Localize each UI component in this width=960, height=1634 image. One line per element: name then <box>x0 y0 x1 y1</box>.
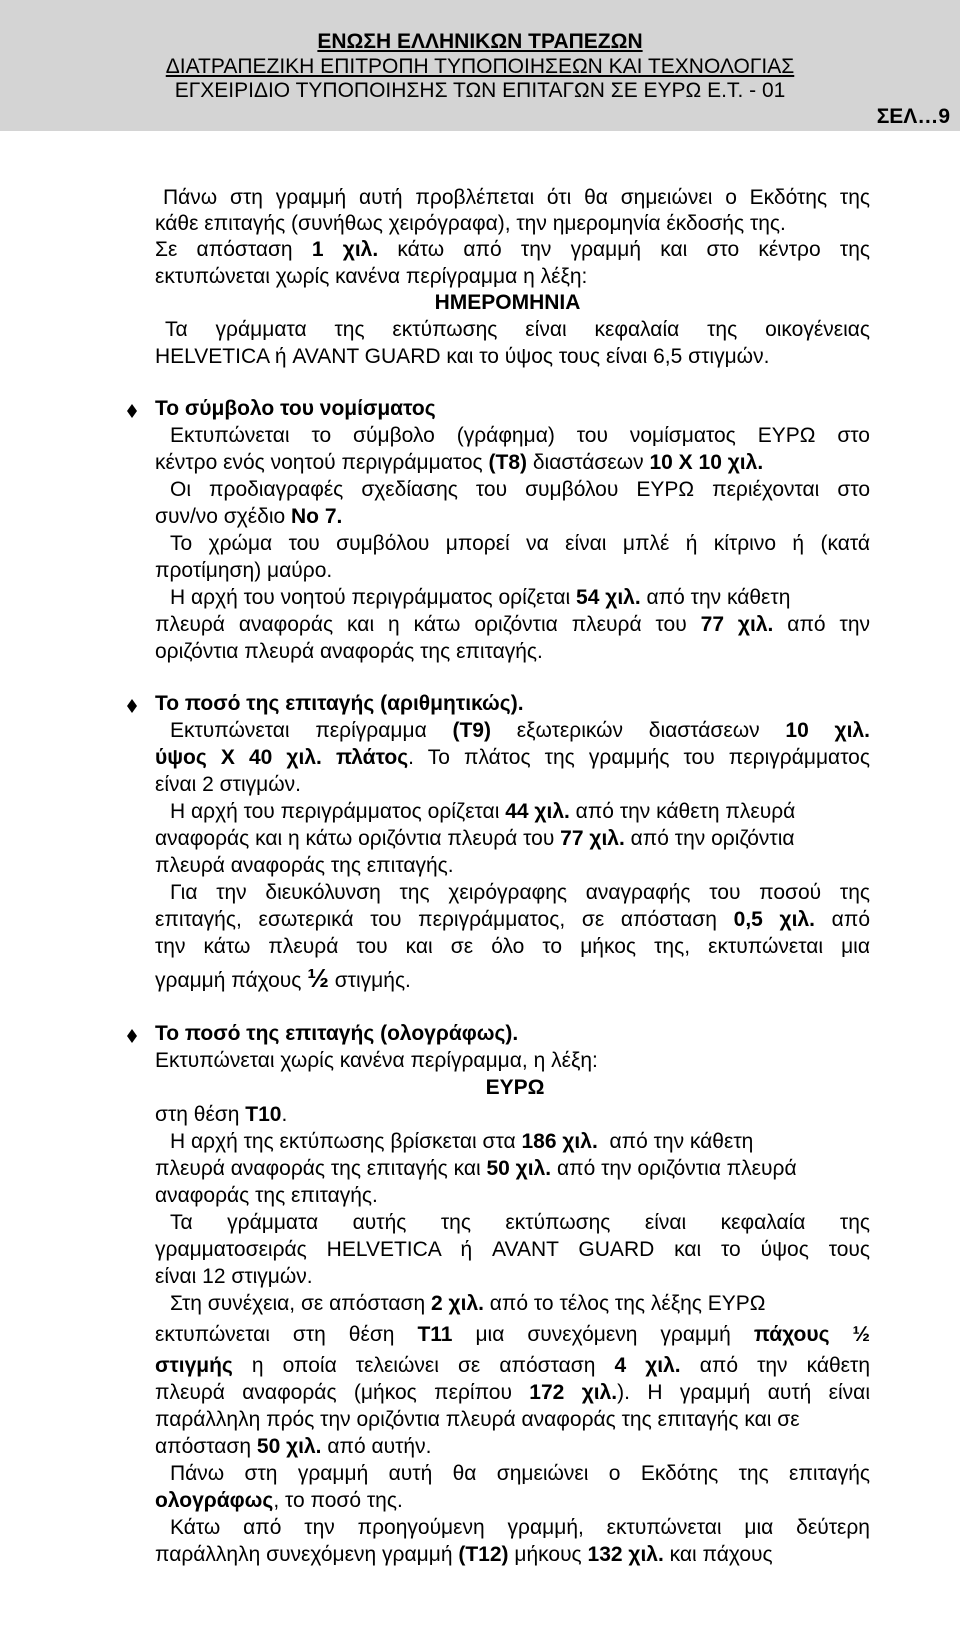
text-line: Εκτυπώνεται περίγραμμα (Τ9) εξωτερικών διαστάσεων 10 χιλ. <box>170 719 870 742</box>
text-line: Στη συνέχεια, σε απόσταση 2 χιλ. από το τέλος της λέξης ΕΥΡΩ <box>170 1292 766 1315</box>
page-header <box>0 0 960 131</box>
text-line: στιγμής η οποία τελειώνει σε απόσταση 4 χιλ. από την κάθετη <box>155 1354 871 1377</box>
text-line: πλευρά αναφοράς και η κάτω οριζόντια πλευρά του 77 χιλ. από την <box>155 613 871 636</box>
date-word: ΗΜΕΡΟΜΗΝΙΑ <box>434 291 581 314</box>
text-line: Η αρχή του νοητού περιγράμματος ορίζεται 54 χιλ. από την κάθετη <box>170 586 791 609</box>
text-line: παράλληλη συνεχόμενη γραμμή (Τ12) μήκους 132 χιλ. και πάχους <box>155 1543 773 1566</box>
text-line: HELVETICA ή AVANT GUARD και το ύψος τους είναι 6,5 στιγμών. <box>155 345 770 368</box>
text-line: Τα γράμματα της εκτύπωσης είναι κεφαλαία της οικογένειας <box>165 318 870 341</box>
page-number: ΣΕΛ…9 <box>876 105 950 128</box>
diamond-bullet-icon <box>126 1029 138 1043</box>
text-line: εκτυπώνεται χωρίς κανένα περίγραμμα η λέξη: <box>155 265 588 288</box>
text-line: Η αρχή του περιγράμματος ορίζεται 44 χιλ. από την κάθετη πλευρά <box>170 800 796 823</box>
text-line: γραμματοσειράς HELVETICA ή AVANT GUARD και το ύψος τους <box>155 1238 870 1261</box>
text-line: στη θέση Τ10. <box>155 1103 288 1126</box>
diamond-bullet-icon <box>126 699 138 713</box>
text-line: Κάτω από την προηγούμενη γραμμή, εκτυπώνεται μια δεύτερη <box>170 1516 870 1539</box>
text-line: Σε απόσταση 1 χιλ. κάτω από την γραμμή και στο κέντρο της <box>155 238 870 261</box>
section-title: Το σύμβολο του νομίσματος <box>155 397 436 420</box>
text-line: ολογράφως, το ποσό της. <box>155 1489 403 1512</box>
text-line: Το χρώμα του συμβόλου μπορεί να είναι μπλέ ή κίτρινο ή (κατά <box>170 532 870 555</box>
text-line: επιταγής, εσωτερικά του περιγράμματος, σε απόσταση 0,5 χιλ. από <box>155 908 870 931</box>
text-line: Οι προδιαγραφές σχεδίασης του συμβόλου ΕΥΡΩ περιέχονται στο <box>170 478 870 501</box>
text-line: κέντρο ενός νοητού περιγράμματος (Τ8) διαστάσεων 10 Χ 10 χιλ. <box>155 451 764 474</box>
text-line: ύψος Χ 40 χιλ. πλάτος. Το πλάτος της γραμμής του περιγράμματος <box>155 746 870 769</box>
header-manual-title: ΕΓΧΕΙΡΙΔΙΟ ΤΥΠΟΠΟΙΗΣΗΣ ΤΩΝ ΕΠΙΤΑΓΩΝ ΣΕ ΕΥΡΩ Ε.Τ. - 01 <box>174 79 786 102</box>
text-line: πλευρά αναφοράς της επιταγής. <box>155 854 454 877</box>
section-title: Το ποσό της επιταγής (ολογράφως). <box>155 1022 519 1045</box>
text-line: Για την διευκόλυνση της χειρόγραφης αναγραφής του ποσού της <box>170 881 870 904</box>
text-line: συν/νο σχέδιο Νο 7. <box>155 505 343 528</box>
text-line: γραμμή πάχους ½ στιγμής. <box>155 963 411 993</box>
text-line: Πάνω στη γραμμή αυτή προβλέπεται ότι θα σημειώνει ο Εκδότης της <box>163 186 870 209</box>
text-line: Τα γράμματα αυτής της εκτύπωσης είναι κεφαλαία της <box>170 1211 870 1234</box>
text-line: παράλληλη πρός την οριζόντια πλευρά αναφοράς της επιταγής και σε <box>155 1408 800 1431</box>
text-line: οριζόντια πλευρά αναφοράς της επιταγής. <box>155 640 543 663</box>
text-line: προτίμηση) μαύρο. <box>155 559 333 582</box>
text-line: εκτυπώνεται στη θέση Τ11 μια συνεχόμενη γραμμή πάχους ½ <box>155 1323 871 1346</box>
euro-word: ΕΥΡΩ <box>485 1076 545 1099</box>
header-committee: ΔΙΑΤΡΑΠΕΖΙΚΗ ΕΠΙΤΡΟΠΗ ΤΥΠΟΠΟΙΗΣΕΩΝ ΚΑΙ ΤΕΧΝΟΛΟΓΙΑΣ <box>165 55 795 78</box>
header-organization: ΕΝΩΣΗ ΕΛΛΗΝΙΚΩΝ ΤΡΑΠΕΖΩΝ <box>317 30 643 53</box>
text-line: Εκτυπώνεται το σύμβολο (γράφημα) του νομίσματος ΕΥΡΩ στο <box>170 424 870 447</box>
text-line: πλευρά αναφοράς της επιταγής και 50 χιλ. από την οριζόντια πλευρά <box>155 1157 797 1180</box>
text-line: είναι 12 στιγμών. <box>155 1265 313 1288</box>
text-line: αναφοράς και η κάτω οριζόντια πλευρά του 77 χιλ. από την οριζόντια <box>155 827 795 850</box>
diamond-bullet-icon <box>126 404 138 418</box>
text-line: Η αρχή της εκτύπωσης βρίσκεται στα 186 χιλ. από την κάθετη <box>170 1130 754 1153</box>
text-line: αναφοράς της επιταγής. <box>155 1184 378 1207</box>
text-line: είναι 2 στιγμών. <box>155 773 301 796</box>
text-line: Πάνω στη γραμμή αυτή θα σημειώνει ο Εκδότης της επιταγής <box>170 1462 870 1485</box>
text-line: κάθε επιταγής (συνήθως χειρόγραφα), την ημερομηνία έκδοσής της. <box>155 212 786 235</box>
text-line: πλευρά αναφοράς (μήκος περίπου 172 χιλ.). Η γραμμή αυτή είναι <box>155 1381 870 1404</box>
text-line: απόσταση 50 χιλ. από αυτήν. <box>155 1435 432 1458</box>
text-line: την κάτω πλευρά του και σε όλο το μήκος της, εκτυπώνεται μια <box>155 935 870 958</box>
text-line: Εκτυπώνεται χωρίς κανένα περίγραμμα, η λέξη: <box>155 1049 598 1072</box>
section-title: Το ποσό της επιταγής (αριθμητικώς). <box>155 692 524 715</box>
